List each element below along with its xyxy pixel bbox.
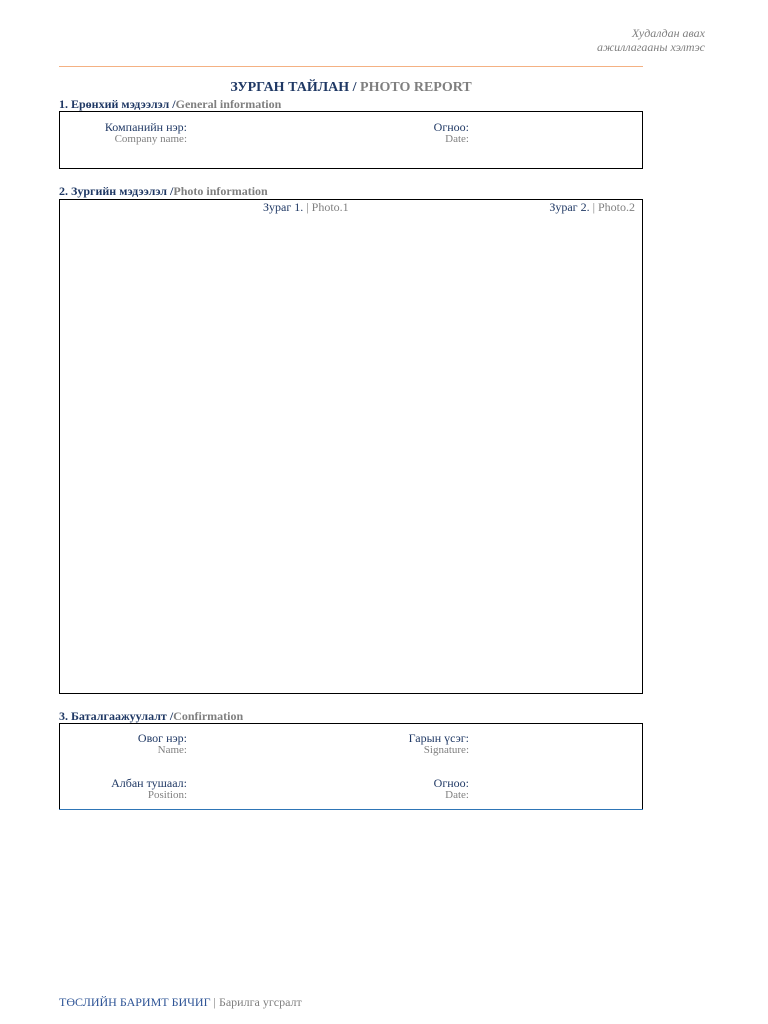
- confirm-date-field[interactable]: [434, 777, 469, 801]
- page-title: [59, 80, 643, 96]
- department-header: [597, 26, 705, 54]
- general-date-field[interactable]: [434, 121, 469, 145]
- confirm-date-label-mn: Огноо:: [433, 776, 469, 790]
- photo-1-label-mn: Зураг 1.: [263, 200, 304, 214]
- section-confirmation-heading-mn: 3. Баталгаажуулалт /: [59, 709, 174, 723]
- section-photo-heading-en: Photo information: [173, 184, 268, 198]
- general-info-box: [59, 111, 643, 169]
- section-general-heading-mn: 1. Ерөнхий мэдээлэл /: [59, 97, 176, 111]
- title-separator: /: [349, 80, 361, 95]
- photo-2-label-en: | Photo.2: [589, 200, 635, 214]
- section-photo-heading: [59, 184, 268, 199]
- general-date-label-mn: Огноо:: [433, 120, 469, 134]
- section-confirmation-heading-en: Confirmation: [173, 709, 244, 723]
- department-line-1: Худалдан авах: [631, 26, 705, 40]
- header-divider: [59, 66, 643, 67]
- title-main: ЗУРГАН ТАЙЛАН: [230, 80, 350, 95]
- photo-1-label-en: | Photo.1: [303, 200, 349, 214]
- footer-category: | Барилга угсралт: [210, 995, 302, 1009]
- confirm-signature-label-mn: Гарын үсэг:: [408, 731, 469, 745]
- photo-info-box: [59, 199, 643, 694]
- title-english: PHOTO REPORT: [360, 80, 472, 95]
- photo-1-caption: [263, 200, 349, 215]
- confirm-name-label-mn: Овог нэр:: [137, 731, 187, 745]
- section-general-heading: [59, 97, 281, 112]
- confirmation-bottom-rule: [59, 809, 643, 810]
- company-name-field[interactable]: [105, 121, 187, 145]
- company-name-label-mn: Компанийн нэр:: [104, 120, 187, 134]
- section-confirmation-heading: [59, 709, 243, 724]
- general-date-label-en: Date:: [445, 133, 469, 145]
- confirm-position-label-en: Position:: [147, 789, 187, 801]
- confirm-signature-field[interactable]: [409, 732, 469, 756]
- page-footer: [59, 995, 302, 1010]
- company-name-label-en: Company name:: [114, 133, 187, 145]
- confirm-signature-label-en: Signature:: [423, 744, 469, 756]
- confirm-position-label-mn: Албан тушаал:: [111, 776, 187, 790]
- confirm-position-field[interactable]: [111, 777, 187, 801]
- photo-2-caption: [549, 200, 635, 215]
- section-general-heading-en: General information: [175, 97, 282, 111]
- section-photo-heading-mn: 2. Зургийн мэдээлэл /: [59, 184, 174, 198]
- confirm-name-label-en: Name:: [157, 744, 187, 756]
- department-line-2: ажиллагааны хэлтэс: [596, 40, 705, 54]
- confirm-name-field[interactable]: [138, 732, 187, 756]
- photo-2-label-mn: Зураг 2.: [549, 200, 590, 214]
- confirmation-box: [59, 723, 643, 810]
- footer-doc-type: ТӨСЛИЙН БАРИМТ БИЧИГ: [59, 995, 211, 1009]
- confirm-date-label-en: Date:: [445, 789, 469, 801]
